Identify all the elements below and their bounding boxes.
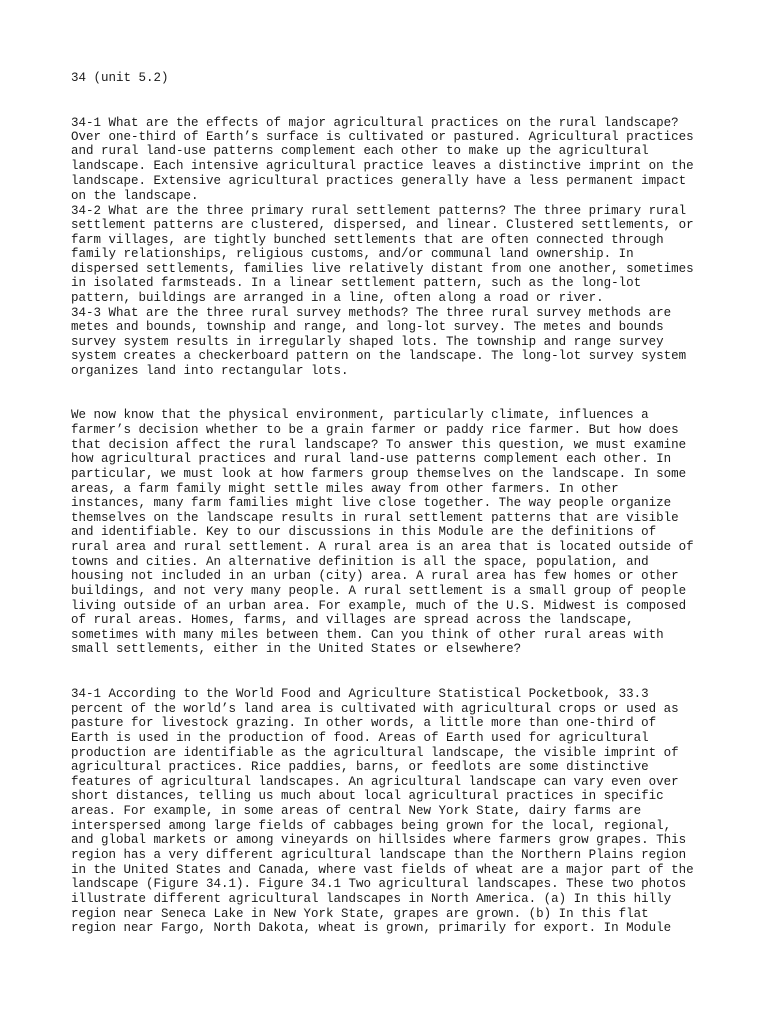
text-line: in isolated farmsteads. In a linear settlement pattern, such as the long-lot — [71, 276, 642, 290]
text-line: region near Fargo, North Dakota, wheat is grown, primarily for export. In Module — [71, 921, 672, 935]
text-line: Over one-third of Earth’s surface is cultivated or pastured. Agricultural practices — [71, 130, 694, 144]
text-line: survey system results in irregularly shaped lots. The township and range survey — [71, 335, 664, 349]
text-line: pattern, buildings are arranged in a line, often along a road or river. — [71, 291, 604, 305]
text-line: metes and bounds, township and range, and long-lot survey. The metes and bounds — [71, 320, 664, 334]
text-line: illustrate different agricultural landscapes in North America. (a) In this hilly — [71, 892, 672, 906]
text-line: small settlements, either in the United States or elsewhere? — [71, 642, 522, 656]
text-line: 34-2 What are the three primary rural settlement patterns? The three primary rural — [71, 204, 687, 218]
text-line: pasture for livestock grazing. In other words, a little more than one-third of — [71, 716, 657, 730]
text-line: dispersed settlements, families live relatively distant from one another, sometimes — [71, 262, 694, 276]
text-line: buildings, and not very many people. A rural settlement is a small group of people — [71, 584, 687, 598]
text-line: features of agricultural landscapes. An agricultural landscape can vary even over — [71, 775, 679, 789]
text-line: 34-1 According to the World Food and Agriculture Statistical Pocketbook, 33.3 — [71, 687, 649, 701]
text-line: region has a very different agricultural landscape than the Northern Plains region — [71, 848, 687, 862]
text-line: and global markets or among vineyards on hillsides where farmers grow grapes. This — [71, 833, 687, 847]
text-line: on the landscape. — [71, 189, 199, 203]
text-line: family relationships, religious customs, and/or communal land ownership. In — [71, 247, 634, 261]
text-line: of rural areas. Homes, farms, and villages are spread across the landscape, — [71, 613, 634, 627]
text-line: 34-3 What are the three rural survey methods? The three rural survey methods are — [71, 306, 672, 320]
text-line: production are identifiable as the agricultural landscape, the visible imprint of — [71, 746, 679, 760]
text-line: short distances, telling us much about local agricultural practices in specific — [71, 789, 664, 803]
text-line: how agricultural practices and rural land-use patterns complement each other. In — [71, 452, 672, 466]
text-line: particular, we must look at how farmers group themselves on the landscape. In some — [71, 467, 687, 481]
text-line: settlement patterns are clustered, dispersed, and linear. Clustered settlements, or — [71, 218, 694, 232]
text-line: organizes land into rectangular lots. — [71, 364, 349, 378]
text-line: instances, many farm families might live close together. The way people organize — [71, 496, 672, 510]
text-line: themselves on the landscape results in rural settlement patterns that are visible — [71, 511, 679, 525]
text-line: interspersed among large fields of cabbages being grown for the local, regional, — [71, 819, 672, 833]
text-line: landscape (Figure 34.1). Figure 34.1 Two agricultural landscapes. These two photos — [71, 877, 687, 891]
text-line: landscape. Extensive agricultural practices generally have a less permanent impact — [71, 174, 687, 188]
text-line: system creates a checkerboard pattern on the landscape. The long-lot survey system — [71, 349, 687, 363]
text-line: Earth is used in the production of food. Areas of Earth used for agricultural — [71, 731, 649, 745]
text-line: areas. For example, in some areas of central New York State, dairy farms are — [71, 804, 642, 818]
text-line: areas, a farm family might settle miles away from other farmers. In other — [71, 482, 619, 496]
text-line: 34-1 What are the effects of major agricultural practices on the rural landscape? — [71, 116, 679, 130]
text-line: sometimes with many miles between them. Can you think of other rural areas with — [71, 628, 664, 642]
text-line: percent of the world’s land area is cultivated with agricultural crops or used as — [71, 702, 679, 716]
text-line: farm villages, are tightly bunched settlements that are often connected through — [71, 233, 664, 247]
text-line: in the United States and Canada, where vast fields of wheat are a major part of the — [71, 863, 694, 877]
text-line: towns and cities. An alternative definition is all the space, population, and — [71, 555, 649, 569]
text-line: agricultural practices. Rice paddies, barns, or feedlots are some distinctive — [71, 760, 649, 774]
text-line: and identifiable. Key to our discussions in this Module are the definitions of — [71, 525, 657, 539]
text-line: landscape. Each intensive agricultural practice leaves a distinctive imprint on the — [71, 159, 694, 173]
text-line: housing not included in an urban (city) area. A rural area has few homes or other — [71, 569, 679, 583]
text-line: We now know that the physical environment, particularly climate, influences a — [71, 408, 649, 422]
text-line: rural area and rural settlement. A rural area is an area that is located outside of — [71, 540, 694, 554]
text-line: and rural land-use patterns complement each other to make up the agricultural — [71, 144, 649, 158]
document-heading: 34 (unit 5.2) — [71, 71, 169, 85]
text-line: that decision affect the rural landscape? To answer this question, we must examine — [71, 438, 687, 452]
text-line: living outside of an urban area. For example, much of the U.S. Midwest is composed — [71, 599, 687, 613]
text-line: region near Seneca Lake in New York State, grapes are grown. (b) In this flat — [71, 907, 649, 921]
text-line: farmer’s decision whether to be a grain farmer or paddy rice farmer. But how does — [71, 423, 679, 437]
